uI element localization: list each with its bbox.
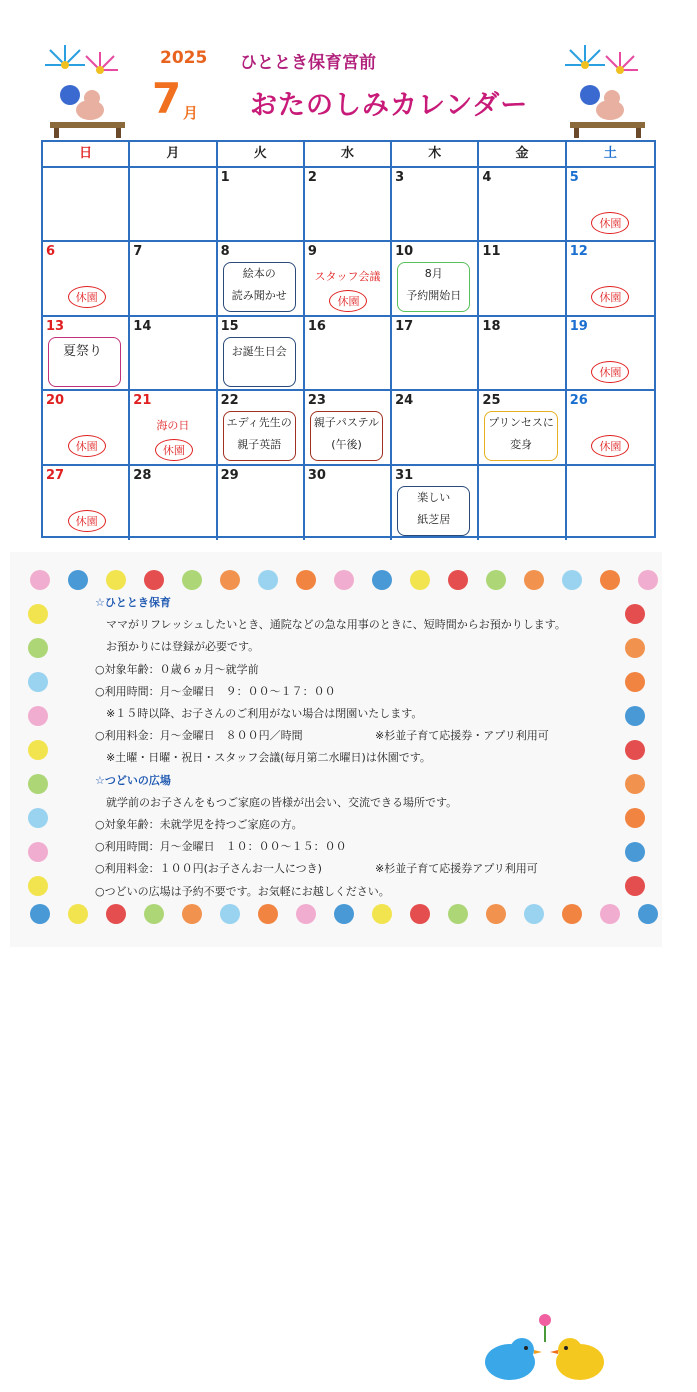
- day-cell: [305, 317, 392, 391]
- decorative-dot: [28, 740, 48, 760]
- info-text: ○つどいの広場は予約不要です。お気軽にお越しください。: [95, 884, 390, 898]
- decorative-dot: [448, 904, 468, 924]
- day-cell: [130, 466, 217, 540]
- decorative-dot: [28, 774, 48, 794]
- decorative-dot: [258, 570, 278, 590]
- decorative-dot: [625, 604, 645, 624]
- event-box: [223, 337, 296, 387]
- decorative-dot: [372, 570, 392, 590]
- decorative-dot: [220, 904, 240, 924]
- month-number: 7: [152, 74, 182, 123]
- event-box: [48, 337, 121, 387]
- day-cell: [392, 466, 479, 540]
- day-cell: [43, 391, 130, 465]
- day-cell: [130, 317, 217, 391]
- closed-badge: 休園: [68, 510, 106, 532]
- day-number: 19: [569, 318, 588, 334]
- closed-badge: 休園: [68, 435, 106, 457]
- weekday-3: 水: [305, 142, 392, 166]
- decorative-dot: [182, 904, 202, 924]
- day-cell: [567, 466, 654, 540]
- day-number: 8: [220, 244, 230, 260]
- decorative-dot: [625, 808, 645, 828]
- day-number: 23: [307, 393, 326, 409]
- decorative-dot: [372, 904, 392, 924]
- day-number: 26: [569, 393, 588, 409]
- day-note: スタッフ会議: [314, 270, 381, 284]
- decorative-dot: [68, 904, 88, 924]
- day-note: 海の日: [156, 419, 190, 433]
- section-heading: ☆ひととき保育: [95, 596, 171, 609]
- day-number: 3: [395, 170, 405, 185]
- decorative-dot: [144, 904, 164, 924]
- decorative-dot: [28, 672, 48, 692]
- event-text: 親子パステル: [313, 416, 380, 430]
- day-cell: [130, 168, 217, 242]
- decorative-dot: [448, 570, 468, 590]
- event-box: [397, 486, 470, 536]
- info-text: ※１５時以降、お子さんのご利用がない場合は閉園いたします。: [106, 707, 423, 720]
- voucher-note: ※杉並子育て応援券・アプリ利用可: [375, 729, 549, 743]
- day-cell: [392, 168, 479, 242]
- decorative-dot: [28, 876, 48, 896]
- event-text: 絵本の: [242, 267, 276, 281]
- decorative-dot: [625, 638, 645, 658]
- day-number: 1: [220, 170, 230, 185]
- decorative-dot: [524, 570, 544, 590]
- day-cell: [392, 242, 479, 316]
- closed-badge: 休園: [591, 212, 629, 234]
- event-box: [223, 411, 296, 461]
- day-cell: [305, 391, 392, 465]
- weekday-6: 土: [603, 146, 617, 161]
- event-text: お誕生日会: [231, 344, 287, 358]
- day-number: 30: [307, 467, 326, 483]
- day-number: 28: [133, 467, 152, 483]
- calendar-grid: [41, 140, 656, 538]
- voucher-note: ※杉並子育て応援券アプリ利用可: [375, 862, 538, 876]
- decorative-dot: [638, 904, 658, 924]
- day-number: 15: [220, 318, 239, 334]
- info-text: ○利用料金：１００円(お子さんお一人につき): [95, 862, 322, 876]
- day-cell: [392, 317, 479, 391]
- event-text: 8月: [424, 267, 443, 281]
- fireworks-cat-illustration-right: [560, 40, 650, 140]
- day-number: 11: [482, 244, 501, 260]
- day-cell: [479, 168, 566, 242]
- calendar-title: おたのしみカレンダー: [250, 90, 529, 121]
- decorative-dot: [625, 774, 645, 794]
- day-cell: [567, 391, 654, 465]
- day-cell: [479, 391, 566, 465]
- year-label: 2025: [160, 48, 208, 68]
- day-number: 18: [482, 318, 501, 334]
- decorative-dot: [334, 570, 354, 590]
- day-cell: [479, 317, 566, 391]
- weekday-0: 日: [43, 142, 130, 166]
- day-cell: [130, 242, 217, 316]
- day-cell: [479, 466, 566, 540]
- day-cell: [218, 391, 305, 465]
- event-text: 予約開始日: [406, 289, 462, 303]
- event-text: 親子英語: [237, 438, 282, 452]
- decorative-dot: [220, 570, 240, 590]
- day-number: 2: [307, 170, 317, 185]
- decorative-dot: [410, 570, 430, 590]
- decorative-dot: [562, 570, 582, 590]
- month-unit: 月: [183, 104, 199, 122]
- day-number: 17: [395, 318, 414, 334]
- decorative-dot: [30, 904, 50, 924]
- day-cell: [567, 168, 654, 242]
- decorative-dot: [486, 570, 506, 590]
- decorative-dot: [28, 842, 48, 862]
- info-text: ○対象年齢：未就学児を持つご家庭の方。: [95, 818, 303, 831]
- day-cell: [479, 242, 566, 316]
- event-text: 変身: [510, 438, 533, 452]
- info-text: ※土曜・日曜・祝日・スタッフ会議(毎月第二水曜日)は休園です。: [106, 751, 431, 765]
- decorative-dot: [296, 570, 316, 590]
- decorative-dot: [600, 570, 620, 590]
- event-box: [310, 411, 383, 461]
- day-cell: [305, 466, 392, 540]
- day-number: 12: [569, 244, 588, 260]
- decorative-dot: [106, 904, 126, 924]
- decorative-dot: [68, 570, 88, 590]
- decorative-dot: [28, 638, 48, 658]
- info-text: お預かりには登録が必要です。: [106, 640, 260, 654]
- day-cell: [218, 168, 305, 242]
- day-cell: [43, 466, 130, 540]
- event-text: 楽しい: [417, 490, 451, 504]
- day-cell: [567, 242, 654, 316]
- decorative-dot: [638, 570, 658, 590]
- info-text: ○利用時間：月～金曜日 ９：００～１７：００: [95, 684, 336, 698]
- decorative-dot: [144, 570, 164, 590]
- fireworks-cat-illustration-left: [40, 40, 130, 140]
- weekday-2: 火: [218, 142, 305, 166]
- closed-badge: 休園: [329, 290, 367, 312]
- decorative-dot: [182, 570, 202, 590]
- section-heading: ☆つどいの広場: [95, 773, 171, 787]
- day-cell: [392, 391, 479, 465]
- day-number: 14: [133, 318, 152, 334]
- day-cell: [130, 391, 217, 465]
- day-number: 20: [46, 393, 65, 409]
- day-number: 24: [395, 393, 414, 409]
- event-box: [397, 262, 470, 312]
- event-text: 紙芝居: [417, 512, 451, 526]
- event-text: プリンセスに: [488, 416, 554, 430]
- day-number: 5: [569, 170, 579, 185]
- day-number: 22: [220, 393, 239, 409]
- decorative-dot: [30, 570, 50, 590]
- day-number: 7: [133, 244, 143, 260]
- closed-badge: 休園: [155, 439, 193, 461]
- info-panel: [10, 552, 662, 947]
- day-number: 9: [307, 244, 317, 260]
- day-number: 10: [395, 244, 414, 260]
- day-number: 25: [482, 393, 501, 409]
- day-number: 31: [395, 467, 414, 483]
- weekday-header: [43, 142, 654, 168]
- info-text: ○利用時間：月～金曜日 １０：００～１５：００: [95, 840, 347, 854]
- decorative-dot: [600, 904, 620, 924]
- event-text: エディ先生の: [226, 416, 292, 430]
- event-box: [223, 262, 296, 312]
- event-text: (午後): [331, 438, 362, 452]
- day-cell: [305, 168, 392, 242]
- day-cell: [305, 242, 392, 316]
- weekday-1: 月: [130, 142, 217, 166]
- decorative-dot: [28, 808, 48, 828]
- closed-badge: 休園: [68, 286, 106, 308]
- day-number: 29: [220, 467, 239, 483]
- day-number: 6: [46, 244, 56, 260]
- birds-illustration: [470, 1312, 620, 1392]
- day-number: 27: [46, 467, 65, 483]
- decorative-dot: [258, 904, 278, 924]
- closed-badge: 休園: [591, 435, 629, 457]
- decorative-dot: [562, 904, 582, 924]
- day-cell: [567, 317, 654, 391]
- decorative-dot: [410, 904, 430, 924]
- decorative-dot: [625, 842, 645, 862]
- day-number: 4: [482, 170, 492, 185]
- info-text: ○利用料金：月～金曜日 ８００円／時間: [95, 729, 303, 743]
- weekday-5: 金: [479, 142, 566, 166]
- info-text: 就学前のお子さんをもつご家庭の皆様が出会い、交流できる場所です。: [106, 795, 458, 809]
- day-cell: [218, 466, 305, 540]
- day-number: 13: [46, 318, 65, 334]
- day-cell: [43, 242, 130, 316]
- school-name: ひととき保育宮前: [240, 53, 376, 73]
- decorative-dot: [625, 740, 645, 760]
- closed-badge: 休園: [591, 286, 629, 308]
- event-text: 夏祭り: [63, 343, 103, 359]
- day-number: 16: [307, 318, 326, 334]
- decorative-dot: [486, 904, 506, 924]
- decorative-dot: [296, 904, 316, 924]
- decorative-dot: [625, 672, 645, 692]
- event-text: 読み聞かせ: [231, 289, 287, 303]
- closed-badge: 休園: [591, 361, 629, 383]
- decorative-dot: [524, 904, 544, 924]
- decorative-dot: [625, 706, 645, 726]
- info-text: ママがリフレッシュしたいとき、通院などの急な用事のときに、短時間からお預かりします。: [106, 618, 566, 632]
- event-box: [484, 411, 557, 461]
- decorative-dot: [28, 706, 48, 726]
- info-text: ○対象年齢：０歳６ヵ月～就学前: [95, 662, 259, 676]
- day-number: 21: [133, 393, 152, 409]
- day-cell: [218, 317, 305, 391]
- decorative-dot: [28, 604, 48, 624]
- day-cell: [43, 317, 130, 391]
- weekday-4: 木: [392, 142, 479, 166]
- day-cell: [43, 168, 130, 242]
- day-cell: [218, 242, 305, 316]
- decorative-dot: [625, 876, 645, 896]
- decorative-dot: [334, 904, 354, 924]
- decorative-dot: [106, 570, 126, 590]
